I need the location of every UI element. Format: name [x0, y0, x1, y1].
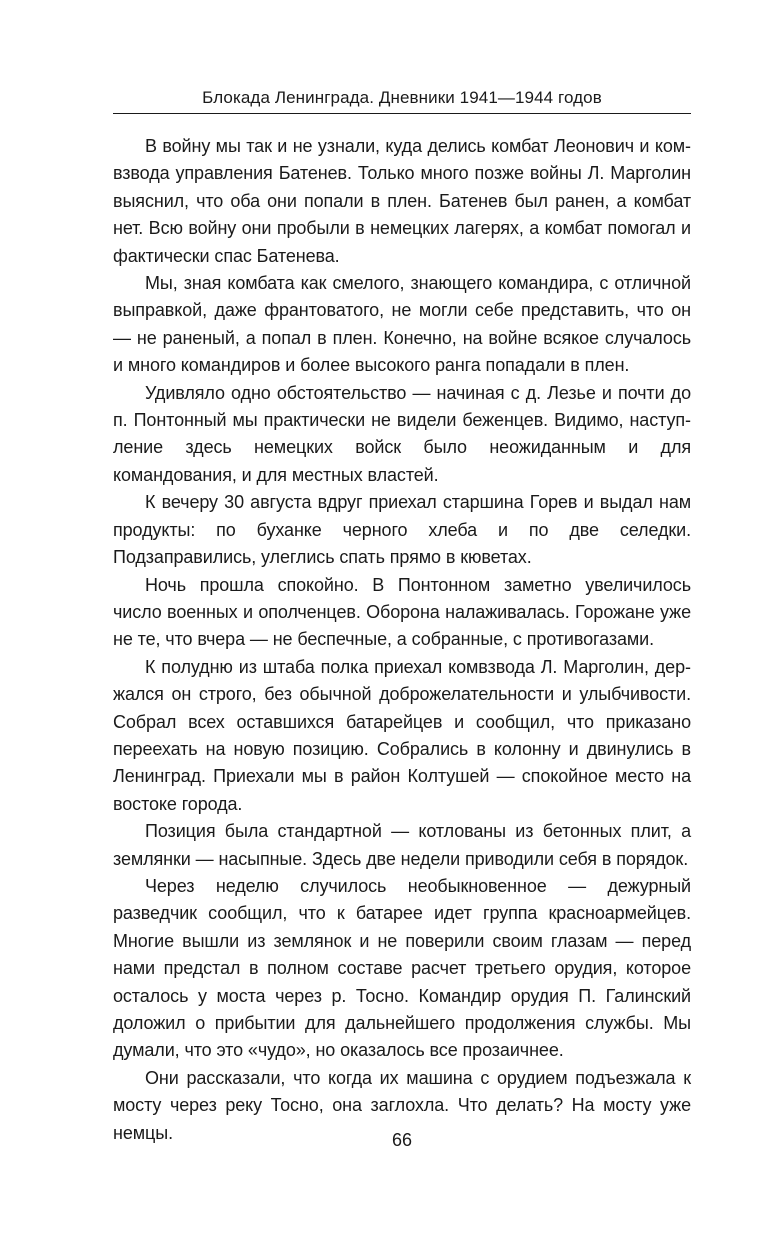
paragraph-9: Они рассказали, что когда их машина с орудием подъезжала к мосту через реку Тосно, она заглохла. Что делать? На мосту уже немцы.: [113, 1067, 691, 1143]
paragraph-6: К полудню из штаба полка приехал комвзвода Л. Марголин, держался он строго, без обычной доброжелательности и улыбчивости. Собрал всех оставшихся батарейцев и сообщил, что приказано переехать на новую позицию. Собрались в колонну и двинулись в Ленинград. Приехали мы в район Колтушей — спокойное место на востоке города.: [113, 656, 691, 814]
book-page: [113, 0, 691, 1240]
paragraph-5: Ночь прошла спокойно. В Понтонном заметно увеличилось число военных и ополченцев. Оборона налаживалась. Горожане уже не те, что вчера — не беспечные, а собранные, с противогазами.: [113, 574, 691, 650]
paragraph-1: В войну мы так и не узнали, куда делись комбат Леонович и комвзвода управления Батенев. Только много позже войны Л. Марголин выяснил, что оба они попали в плен. Батенев был ранен, а комбат нет. Всю войну они пробыли в немецких лагерях, а комбат помогал и фактически спас Батенева.: [113, 136, 691, 266]
paragraph-8: Через неделю случилось необыкновенное — дежурный разведчик сообщил, что к батарее идет группа красноармейцев. Многие вышли из землянок и не поверили своим глазам — перед нами предстал в полном составе расчет третьего орудия, которое осталось у моста через р. Тосно. Командир орудия П. Галинский доложил о прибытии для дальнейшего продолжения службы. Мы думали, что это «чудо», но оказалось все прозаичнее.: [113, 875, 691, 1061]
body-text: [113, 133, 691, 1147]
paragraph-4: К вечеру 30 августа вдруг приехал старшина Горев и выдал нам продукты: по буханке черного хлеба и по две селедки. Подзаправились, улеглись спать прямо в кюветах.: [113, 492, 691, 568]
header-rule: [113, 113, 691, 114]
paragraph-2: Мы, зная комбата как смелого, знающего командира, с отличной выправкой, даже франтоватого, не могли себе представить, что он — не раненый, а попал в плен. Конечно, на войне всякое случалось и много командиров и более высокого ранга попадали в плен.: [113, 273, 691, 376]
page-number: 66: [391, 1130, 413, 1150]
paragraph-3: Удивляло одно обстоятельство — начиная с д. Лезье и почти до п. Понтонный мы практически не видели беженцев. Видимо, наступление здесь немецких войск было неожиданным и для командования, и для местных властей.: [113, 382, 691, 485]
paragraph-7: Позиция была стандартной — котлованы из бетонных плит, а землянки — насыпные. Здесь две недели приводили себя в порядок.: [113, 821, 691, 869]
running-header: Блокада Ленинграда. Дневники 1941—1944 годов: [202, 88, 602, 107]
